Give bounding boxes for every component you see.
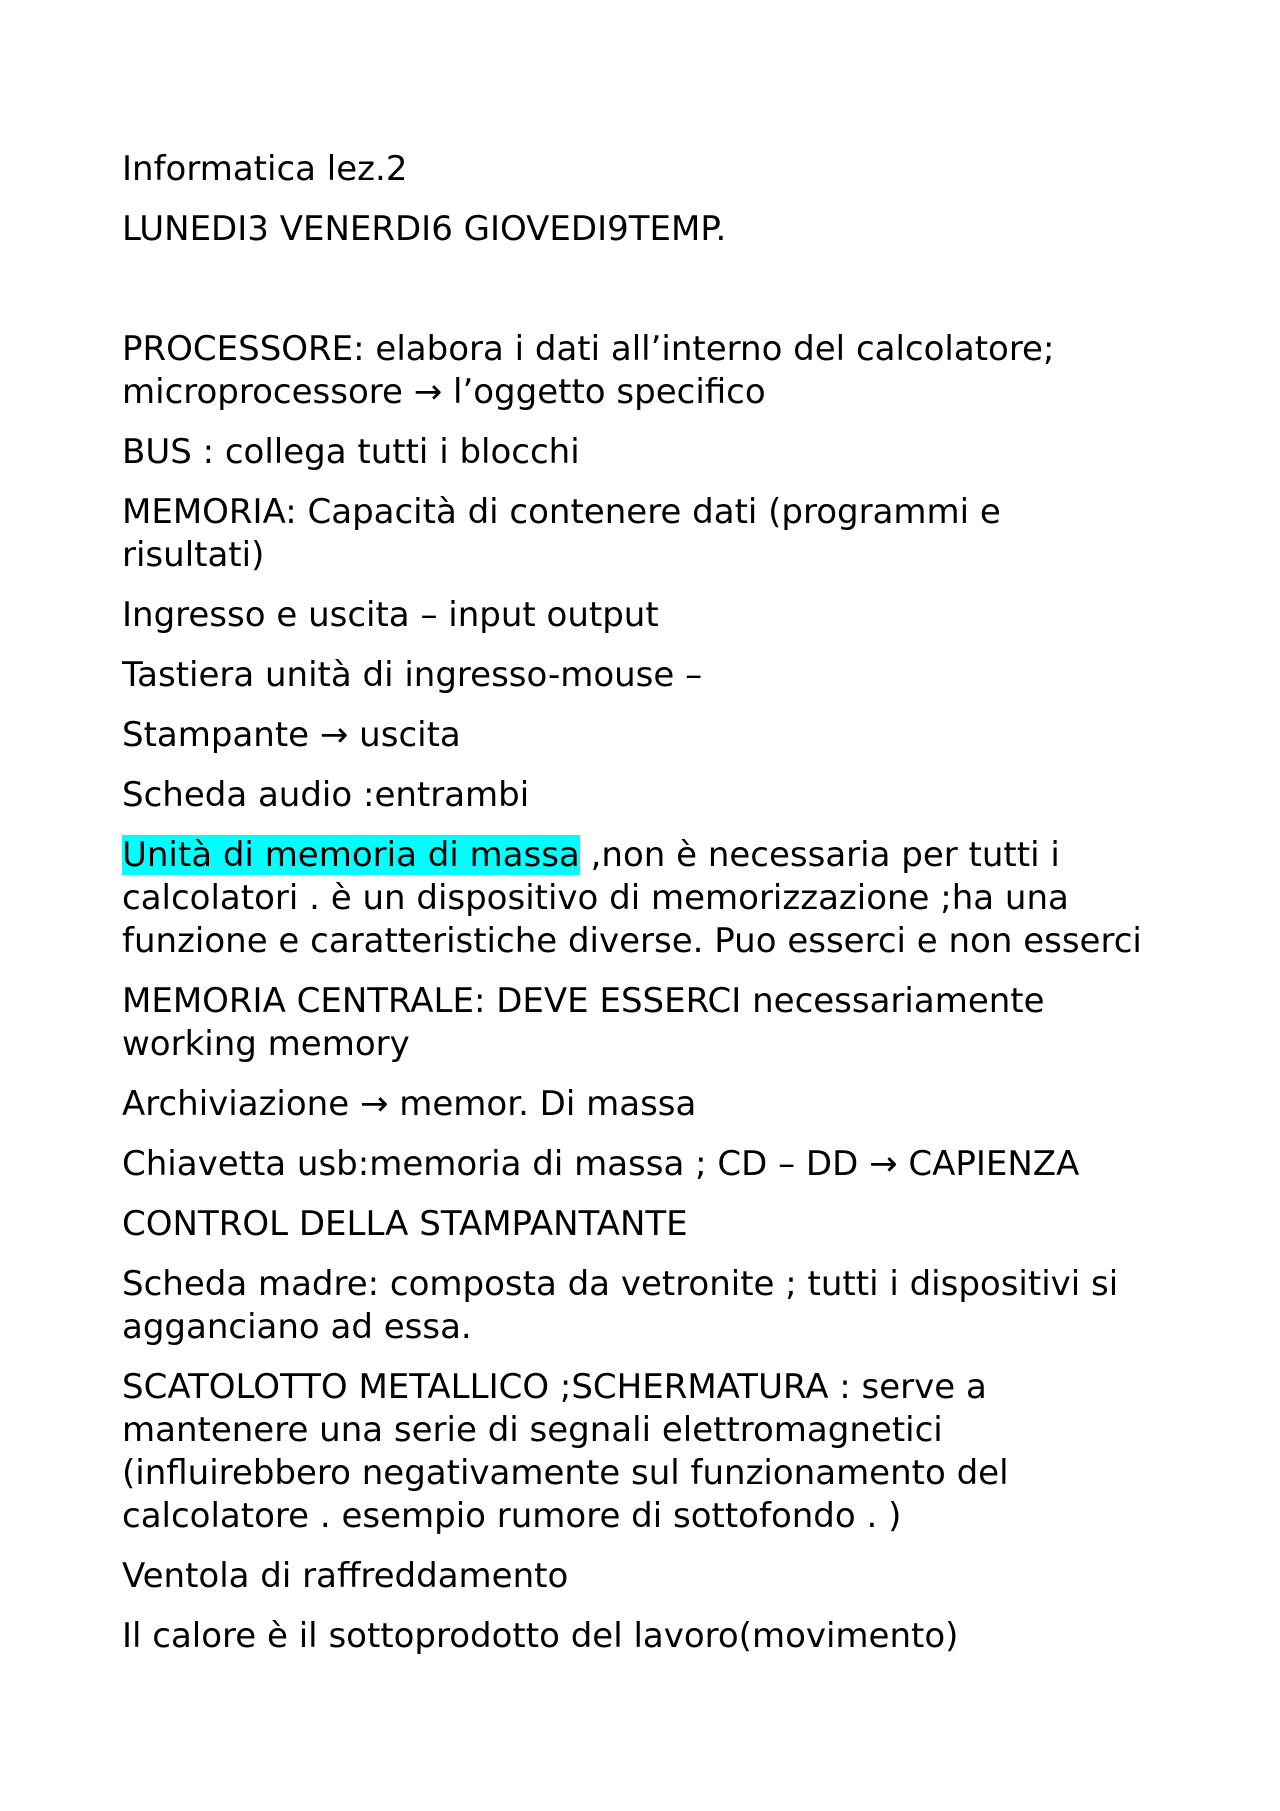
scatolotto-line-2: mantenere una serie di segnali elettromagnetici [122,1410,943,1450]
bus-paragraph: BUS : collega tutti i blocchi [122,432,580,472]
io-paragraph: Ingresso e uscita – input output [122,595,659,635]
memoria-massa-line-3: funzione e caratteristiche diverse. Puo esserci e non esserci [122,921,1142,961]
memoria-line-1: MEMORIA: Capacità di contenere dati (programmi e [122,492,1001,532]
scatolotto-line-1: SCATOLOTTO METALLICO ;SCHERMATURA : serve a [122,1367,987,1407]
schedule-line: LUNEDI3 VENERDI6 GIOVEDI9TEMP. [122,209,727,249]
stampante-paragraph: Stampante → uscita [122,715,461,755]
scheda-audio-paragraph: Scheda audio :entrambi [122,775,530,815]
document-page [122,148,1180,1675]
memoria-centrale-paragraph [122,980,1180,1066]
memoria-centrale-line-1: MEMORIA CENTRALE: DEVE ESSERCI necessariamente [122,981,1045,1021]
scatolotto-line-3: (influirebbero negativamente sul funzionamento del [122,1453,1009,1493]
memoria-massa-line-1-rest: ,non è necessaria per tutti i [579,835,1060,875]
ventola-paragraph: Ventola di raffreddamento [122,1556,569,1596]
tastiera-paragraph: Tastiera unità di ingresso-mouse – [122,655,703,695]
memoria-centrale-line-2: working memory [122,1024,410,1064]
calore-paragraph: Il calore è il sottoprodotto del lavoro(movimento) [122,1616,959,1656]
scheda-madre-line-1: Scheda madre: composta da vetronite ; tutti i dispositivi si [122,1264,1119,1304]
processore-paragraph [122,328,1180,414]
processore-line-2: microprocessore → l’oggetto specifico [122,372,766,412]
control-paragraph: CONTROL DELLA STAMPANTANTE [122,1204,688,1244]
document-title: Informatica lez.2 [122,149,408,189]
memoria-paragraph [122,491,1180,577]
archiviazione-paragraph: Archiviazione → memor. Di massa [122,1084,697,1124]
memoria-massa-line-1 [122,834,1180,877]
scheda-madre-line-2: agganciano ad essa. [122,1307,472,1347]
highlighted-text: Unità di memoria di massa [122,835,580,875]
scatolotto-paragraph [122,1366,1180,1538]
memoria-massa-line-2: calcolatori . è un dispositivo di memorizzazione ;ha una [122,878,1069,918]
scheda-madre-paragraph [122,1263,1180,1349]
chiavetta-paragraph: Chiavetta usb:memoria di massa ; CD – DD → CAPIENZA [122,1144,1080,1184]
memoria-massa-paragraph [122,834,1180,963]
scatolotto-line-4: calcolatore . esempio rumore di sottofondo . ) [122,1496,902,1536]
processore-line-1: PROCESSORE: elabora i dati all’interno del calcolatore; [122,329,1055,369]
blank-line [122,268,1180,328]
memoria-line-2: risultati) [122,535,265,575]
